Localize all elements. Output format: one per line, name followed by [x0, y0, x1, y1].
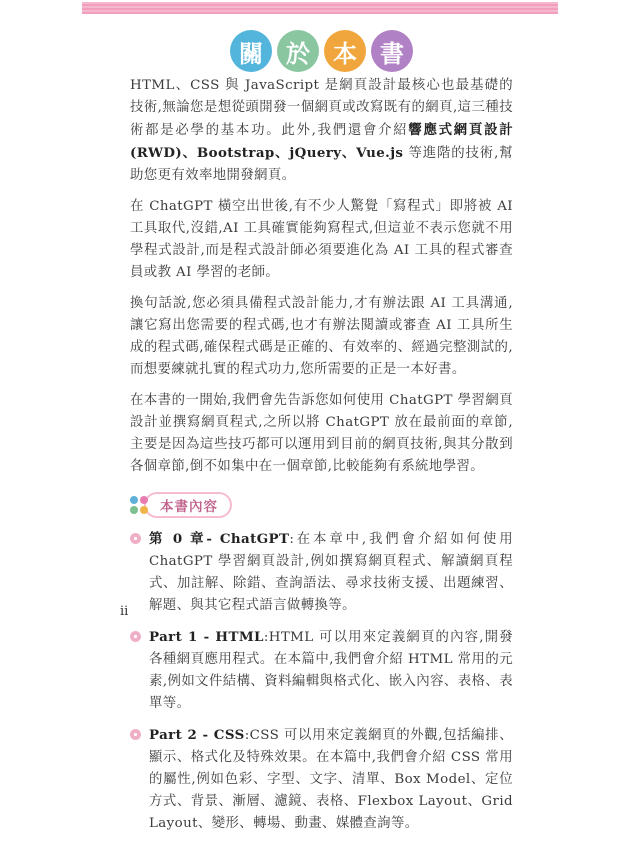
title-badge-circle: 關: [230, 30, 272, 72]
decorative-pink-band: [82, 2, 558, 14]
page-title: [130, 30, 513, 72]
dot-orange: [140, 506, 148, 514]
intro-paragraph: 在 ChatGPT 橫空出世後,有不少人驚覺「寫程式」即將被 AI 工具取代,沒錯,AI 工具確實能夠寫程式,但這並不表示您就不用學程式設計,而是程式設計師必須要進化為 AI 工具的程式審查員或教 AI 學習的老師。: [130, 199, 513, 280]
dot-pink: [140, 496, 148, 504]
dot-blue: [130, 496, 138, 504]
title-badge-circle: 書: [371, 30, 413, 72]
book-contents-list: [130, 528, 513, 835]
page-number: ii: [120, 604, 129, 619]
page-content: [130, 30, 513, 844]
flower-bullet-icon: [130, 533, 141, 544]
section-header: [130, 492, 513, 518]
intro-paragraph: 換句話說,您必須具備程式設計能力,才有辦法跟 AI 工具溝通,讓它寫出您需要的程式碼,也才有辦法閱讀或審查 AI 工具所生成的程式碼,確保程式碼是正確的、有效率的、經過完整測試的,而想要練就扎實的程式功力,您所需要的正是一本好書。: [130, 296, 513, 377]
section-title: 本書內容: [144, 492, 232, 518]
title-badge-circle: 於: [277, 30, 319, 72]
flower-bullet-icon: [130, 729, 141, 740]
dot-green: [130, 506, 138, 514]
list-item: [130, 724, 513, 835]
intro-paragraph: HTML、CSS 與 JavaScript 是網頁設計最核心也最基礎的技術,無論您是想從頭開發一個網頁或改寫既有的網頁,這三種技術都是必學的基本功。此外,我們還會介紹響應式網頁設計 (RWD)、Bootstrap、jQuery、Vue.js 等進階的技術,幫助您更有效率地開發網頁。: [130, 78, 513, 183]
title-badge-circle: 本: [324, 30, 366, 72]
intro-paragraph: 在本書的一開始,我們會先告訴您如何使用 ChatGPT 學習網頁設計並撰寫網頁程式,之所以將 ChatGPT 放在最前面的章節,主要是因為這些技巧都可以運用到目前的網頁技術,與其分散到各個章節,倒不如集中在一個章節,比較能夠有系統地學習。: [130, 393, 513, 474]
list-item-text: 第 0 章- ChatGPT:在本章中,我們會介紹如何使用 ChatGPT 學習網頁設計,例如撰寫網頁程式、解讀網頁程式、加註解、除錯、查詢語法、尋求技術支援、出題練習、解題、與其它程式語言做轉換等。: [149, 531, 513, 613]
list-item-text: Part 2 - CSS:CSS 可以用來定義網頁的外觀,包括編排、顯示、格式化及特殊效果。在本篇中,我們會介紹 CSS 常用的屬性,例如色彩、字型、文字、清單、Box Model、定位方式、背景、漸層、濾鏡、表格、Flexbox Layout、Grid Layout、變形、轉場、動畫、媒體查詢等。: [149, 727, 513, 831]
list-item-text: Part 1 - HTML:HTML 可以用來定義網頁的內容,開發各種網頁應用程式。在本篇中,我們會介紹 HTML 常用的元素,例如文件結構、資料編輯與格式化、嵌入內容、表格、表單等。: [149, 629, 513, 711]
list-item: [130, 626, 513, 715]
four-dots-icon: [130, 496, 148, 514]
flower-bullet-icon: [130, 631, 141, 642]
list-item: [130, 528, 513, 617]
